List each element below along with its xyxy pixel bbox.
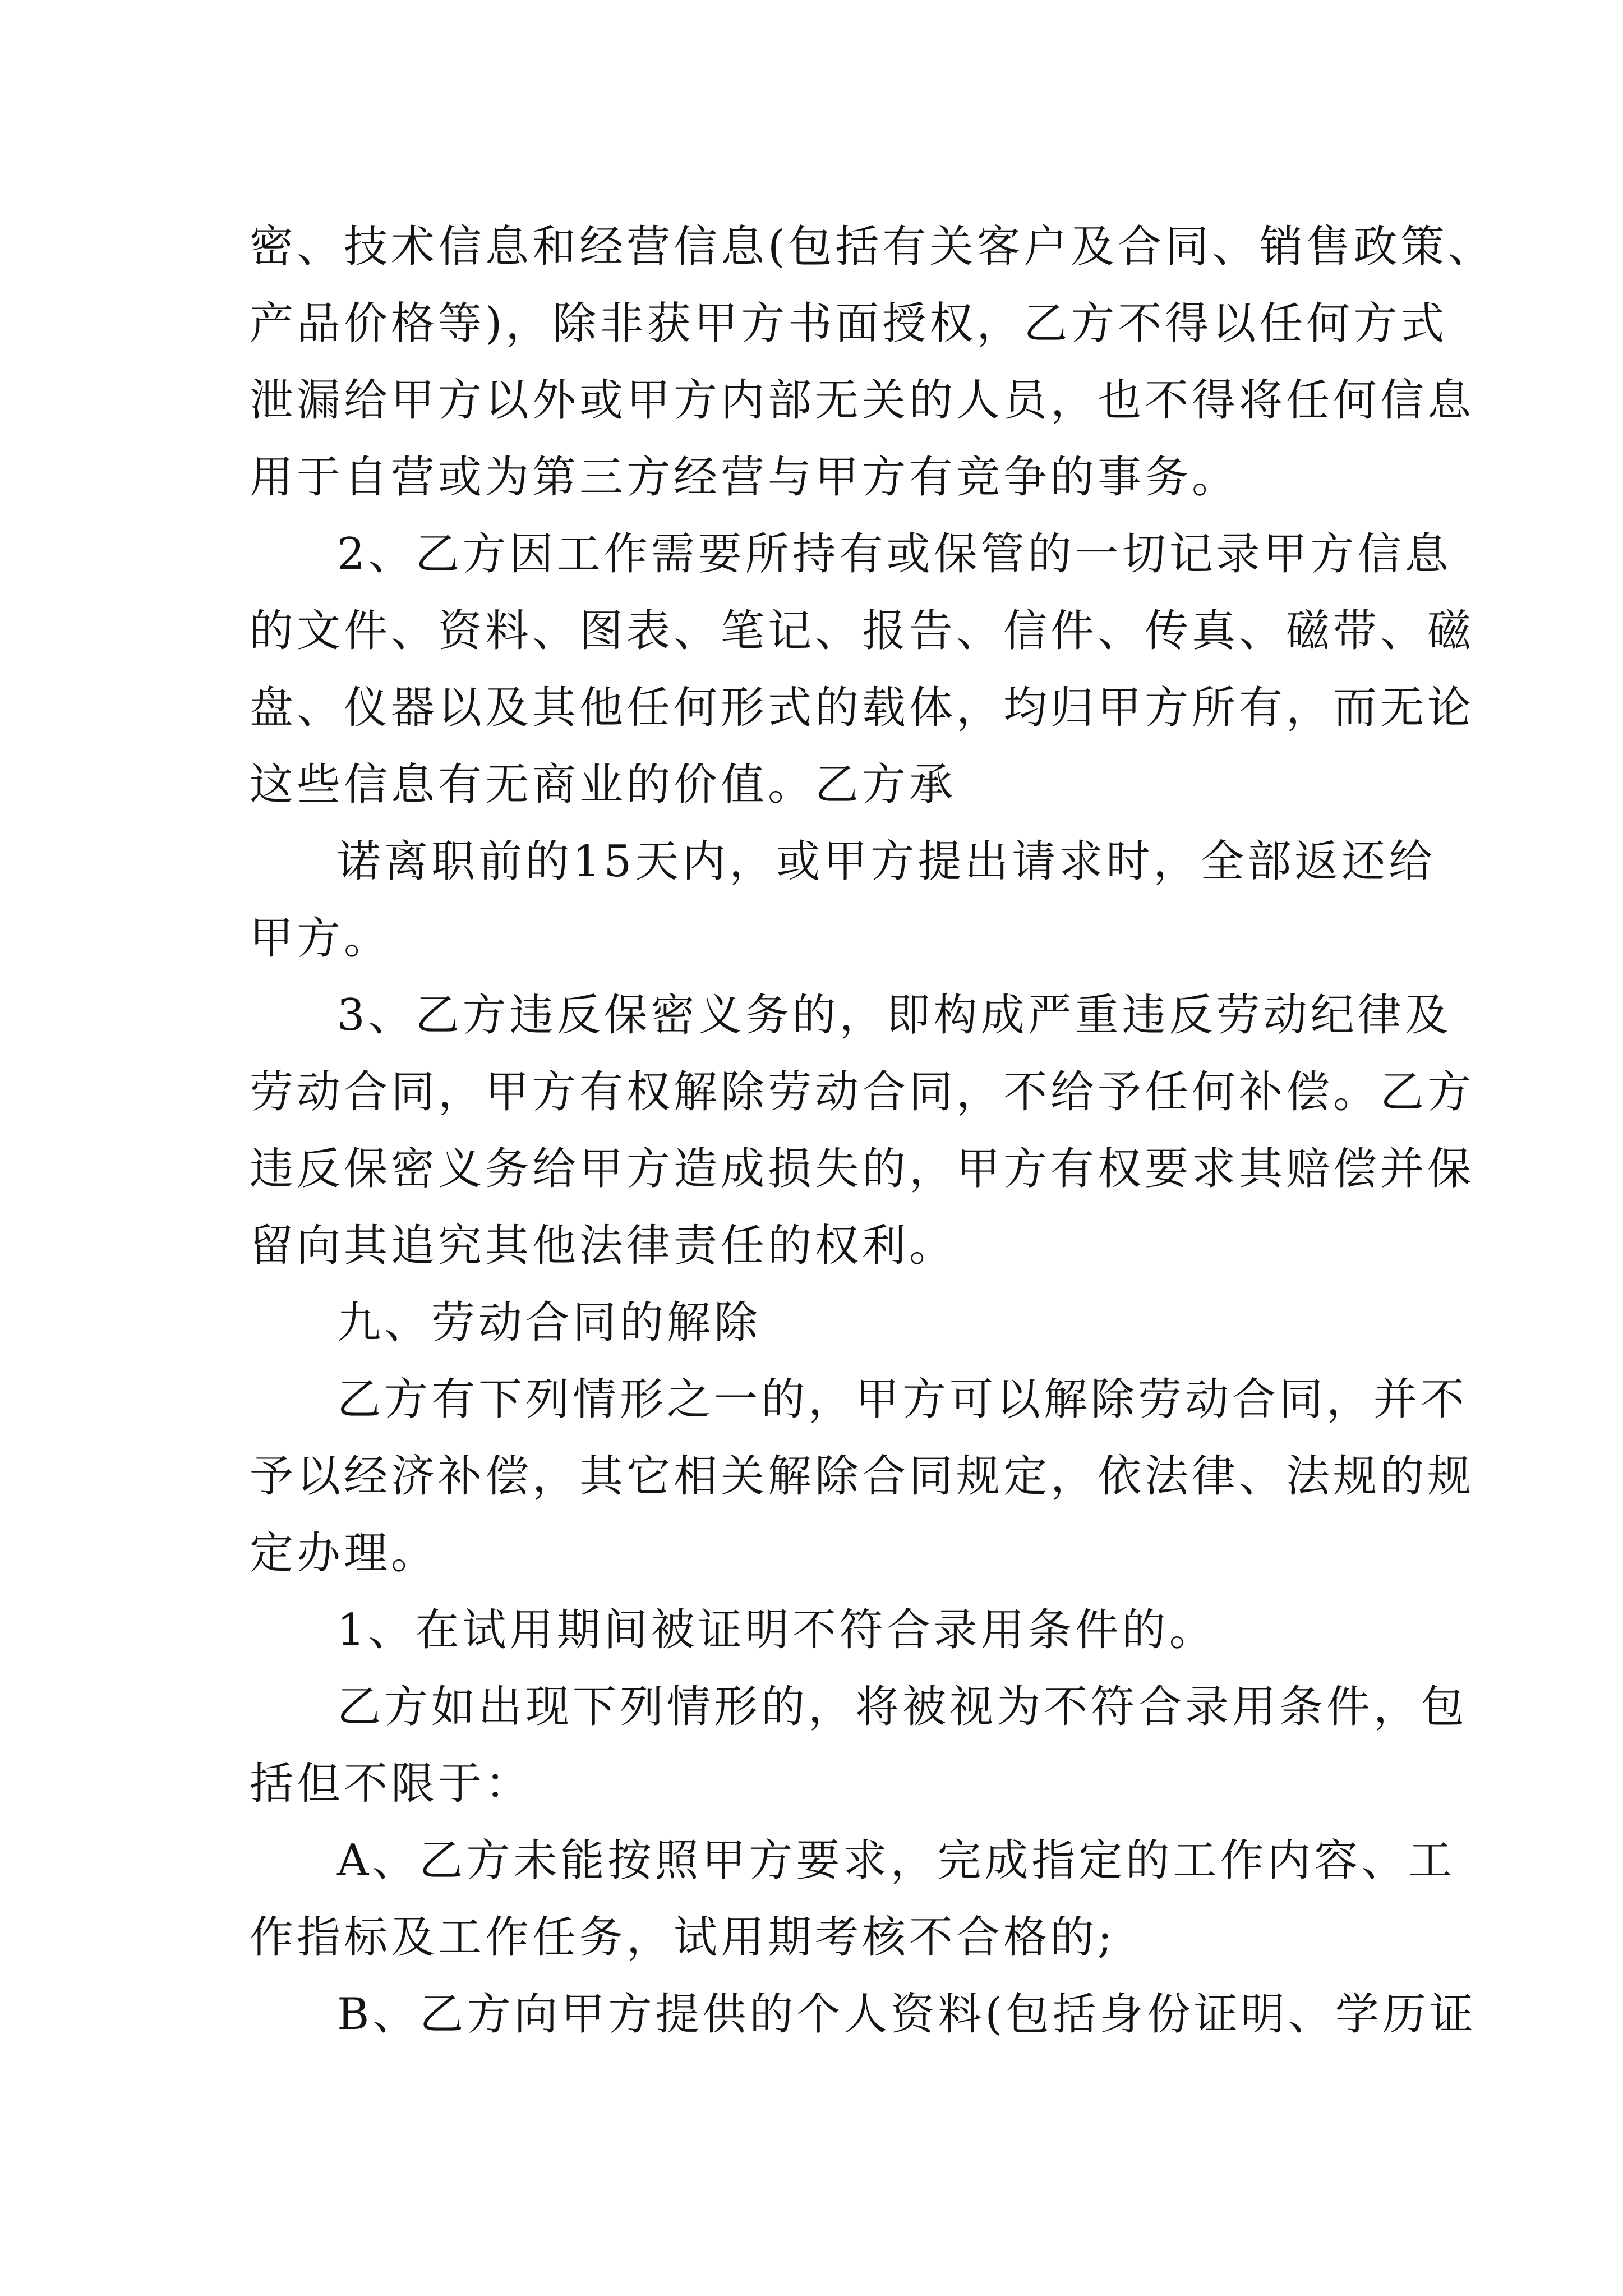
text-line: 的文件、资料、图表、笔记、报告、信件、传真、磁带、磁: [250, 606, 1475, 656]
paragraph-start-line: 乙方有下列情形之一的，甲方可以解除劳动合同，并不: [337, 1374, 1468, 1425]
text-line: 予以经济补偿，其它相关解除合同规定，依法律、法规的规: [250, 1451, 1475, 1502]
text-line: 产品价格等)，除非获甲方书面授权，乙方不得以任何方式: [250, 298, 1448, 349]
text-line: 这些信息有无商业的价值。乙方承: [250, 760, 957, 810]
paragraph-start-line: A、乙方未能按照甲方要求，完成指定的工作内容、工: [337, 1835, 1456, 1886]
paragraph-start-line: 1、在试用期间被证明不符合录用条件的。: [337, 1605, 1216, 1655]
text-line: 劳动合同，甲方有权解除劳动合同，不给予任何补偿。乙方: [250, 1067, 1475, 1117]
text-line: 括但不限于：: [250, 1759, 533, 1809]
paragraph-start-line: B、乙方向甲方提供的个人资料(包括身份证明、学历证: [337, 1989, 1477, 2040]
text-line: 密、技术信息和经营信息(包括有关客户及合同、销售政策、: [250, 222, 1495, 272]
text-line: 用于自营或为第三方经营与甲方有竞争的事务。: [250, 452, 1239, 503]
text-line: 甲方。: [250, 913, 391, 964]
paragraph-start-line: 3、乙方违反保密义务的，即构成严重违反劳动纪律及: [337, 990, 1452, 1041]
paragraph-start-line: 乙方如出现下列情形的，将被视为不符合录用条件，包: [337, 1682, 1468, 1732]
document-body: [250, 209, 1495, 2053]
text-line: 违反保密义务给甲方造成损失的，甲方有权要求其赔偿并保: [250, 1144, 1475, 1194]
paragraph-start-line: 2、乙方因工作需要所持有或保管的一切记录甲方信息: [337, 529, 1452, 579]
text-line: 泄漏给甲方以外或甲方内部无关的人员，也不得将任何信息: [250, 375, 1475, 426]
text-line: 作指标及工作任务，试用期考核不合格的;: [250, 1912, 1116, 1963]
text-line: 盘、仪器以及其他任何形式的载体，均归甲方所有，而无论: [250, 683, 1475, 733]
text-line: 定办理。: [250, 1528, 439, 1579]
section-heading: 九、劳动合同的解除: [337, 1297, 762, 1348]
text-line: 留向其追究其他法律责任的权利。: [250, 1221, 957, 1271]
paragraph-start-line: 诺离职前的15天内，或甲方提出请求时，全部返还给: [337, 836, 1436, 887]
